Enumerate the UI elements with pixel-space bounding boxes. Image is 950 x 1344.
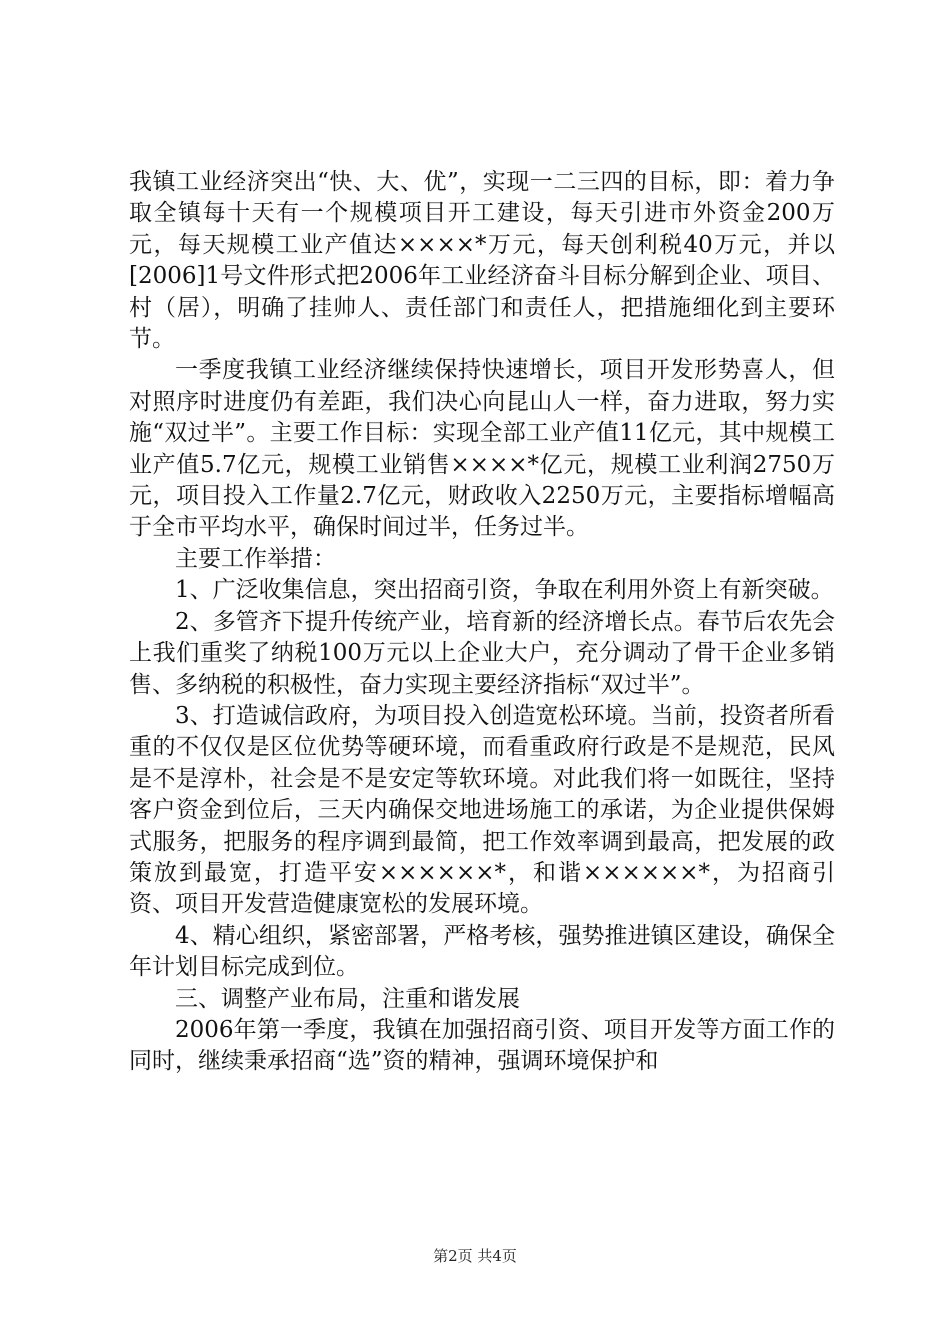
paragraph-measure-2: 2、多管齐下提升传统产业，培育新的经济增长点。春节后农先会上我们重奖了纳税100万元以上企业大户，充分调动了骨干企业多销售、多纳税的积极性，奋力实现主要经济指标“双过半”。: [129, 608, 835, 698]
paragraph-first-quarter: 一季度我镇工业经济继续保持快速增长，项目开发形势喜人，但对照序时进度仍有差距，我们决心向昆山人一样，奋力进取，努力实施“双过半”。主要工作目标：实现全部工业产值11亿元，其中规模工业产值5.7亿元，规模工业销售××××*亿元，规模工业利润2750万元，项目投入工作量2.7亿元，财政收入2250万元，主要指标增幅高于全市平均水平，确保时间过半，任务过半。: [129, 357, 835, 541]
section-heading-3: 三、调整产业布局，注重和谐发展: [175, 985, 520, 1012]
page-number-footer: 第2页 共4页: [433, 1247, 517, 1265]
paragraph-measure-3: 3、打造诚信政府，为项目投入创造宽松环境。当前，投资者所看重的不仅仅是区位优势等硬环境，而看重政府行政是不是规范，民风是不是淳朴，社会是不是安定等软环境。对此我们将一如既往，坚持客户资金到位后，三天内确保交地进场施工的承诺，为企业提供保姆式服务，把服务的程序调到最简，把工作效率调到最高，把发展的政策放到最宽，打造平安××××××*，和谐××××××*，为招商引资、项目开发营造健康宽松的发展环境。: [129, 702, 835, 918]
paragraph-continued: 我镇工业经济突出“快、大、优”，实现一二三四的目标，即：着力争取全镇每十天有一个规模项目开工建设，每天引进市外资金200万元，每天规模工业产值达××××*万元，每天创利税40万元，并以[2006]1号文件形式把2006年工业经济奋斗目标分解到企业、项目、村（居），明确了挂帅人、责任部门和责任人，把措施细化到主要环节。: [129, 169, 835, 353]
paragraph-section-3-body: 2006年第一季度，我镇在加强招商引资、项目开发等方面工作的同时，继续秉承招商“选”资的精神，强调环境保护和: [129, 1016, 835, 1075]
paragraph-measures-heading: 主要工作举措：: [175, 545, 336, 572]
document-body: [129, 167, 835, 1078]
paragraph-measure-1: 1、广泛收集信息，突出招商引资，争取在利用外资上有新突破。: [175, 577, 834, 604]
paragraph-measure-4: 4、精心组织，紧密部署，严格考核，强势推进镇区建设，确保全年计划目标完成到位。: [129, 922, 835, 981]
